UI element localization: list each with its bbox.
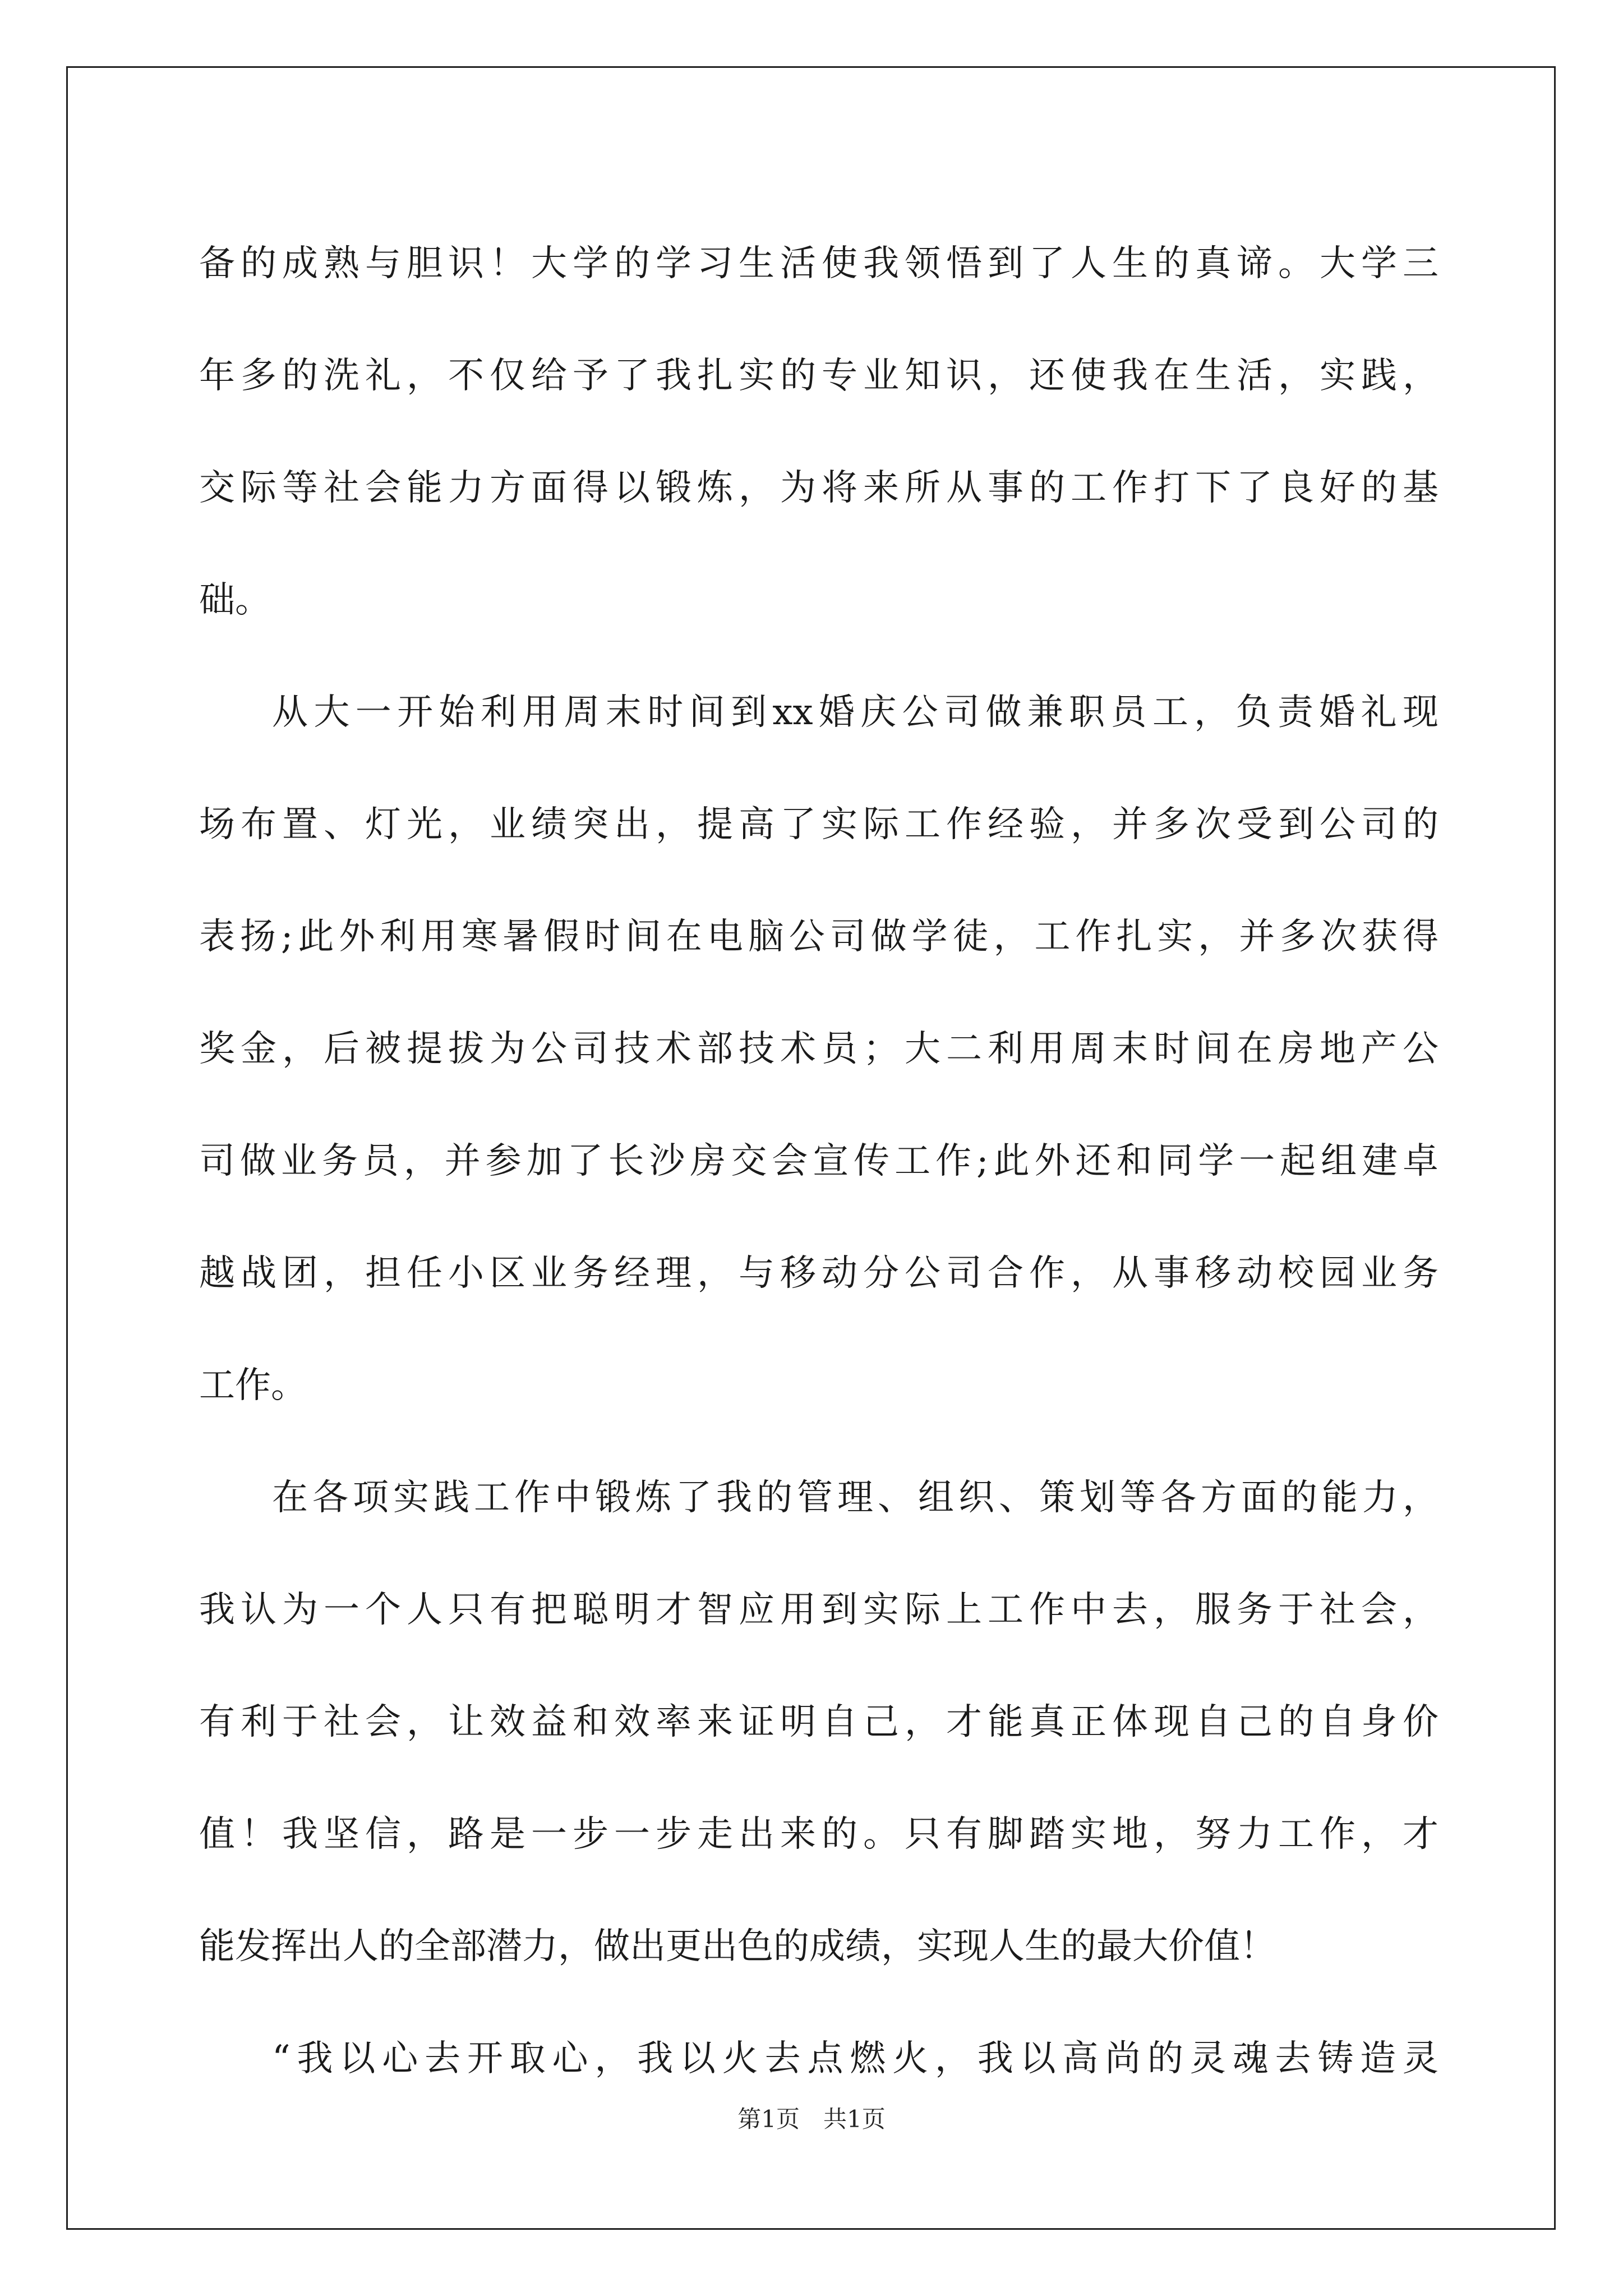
paragraph-line: “我以心去开取心，我以火去点燃火，我以高尚的灵魂去铸造灵 bbox=[272, 2038, 1438, 2079]
paragraph-line: 表扬;此外利用寒暑假时间在电脑公司做学徒，工作扎实，并多次获得 bbox=[199, 916, 1438, 958]
paragraph-line: 从大一开始利用周末时间到xx婚庆公司做兼职员工，负责婚礼现 bbox=[272, 692, 1438, 733]
paragraph-line: 司做业务员，并参加了长沙房交会宣传工作;此外还和同学一起组建卓 bbox=[199, 1140, 1438, 1182]
paragraph-line: 能发挥出人的全部潜力，做出更出色的成绩，实现人生的最大价值！ bbox=[199, 1926, 1276, 1967]
document-body bbox=[199, 208, 1438, 2115]
paragraph-line: 奖金，后被提拔为公司技术部技术员；大二利用周末时间在房地产公 bbox=[199, 1028, 1438, 1070]
paragraph-line: 有利于社会，让效益和效率来证明自己，才能真正体现自己的自身价 bbox=[199, 1701, 1438, 1743]
paragraph-line: 础。 bbox=[199, 579, 271, 621]
paragraph-line: 备的成熟与胆识！大学的学习生活使我领悟到了人生的真谛。大学三 bbox=[199, 243, 1438, 284]
paragraph-line: 我认为一个人只有把聪明才智应用到实际上工作中去，服务于社会， bbox=[199, 1589, 1438, 1631]
paragraph-line: 工作。 bbox=[199, 1365, 307, 1406]
paragraph-line: 值！我坚信，路是一步一步走出来的。只有脚踏实地，努力工作，才 bbox=[199, 1814, 1438, 1855]
paragraph-line: 交际等社会能力方面得以锻炼，为将来所从事的工作打下了良好的基 bbox=[199, 467, 1438, 509]
paragraph-line: 越战团，担任小区业务经理，与移动分公司合作，从事移动校园业务 bbox=[199, 1253, 1438, 1294]
page-footer: 第1页 共1页 bbox=[737, 2105, 886, 2133]
paragraph-line: 年多的洗礼，不仅给予了我扎实的专业知识，还使我在生活，实践， bbox=[199, 355, 1438, 397]
paragraph-line: 在各项实践工作中锻炼了我的管理、组织、策划等各方面的能力， bbox=[272, 1477, 1438, 1519]
paragraph-line: 场布置、灯光，业绩突出，提高了实际工作经验，并多次受到公司的 bbox=[199, 804, 1438, 845]
